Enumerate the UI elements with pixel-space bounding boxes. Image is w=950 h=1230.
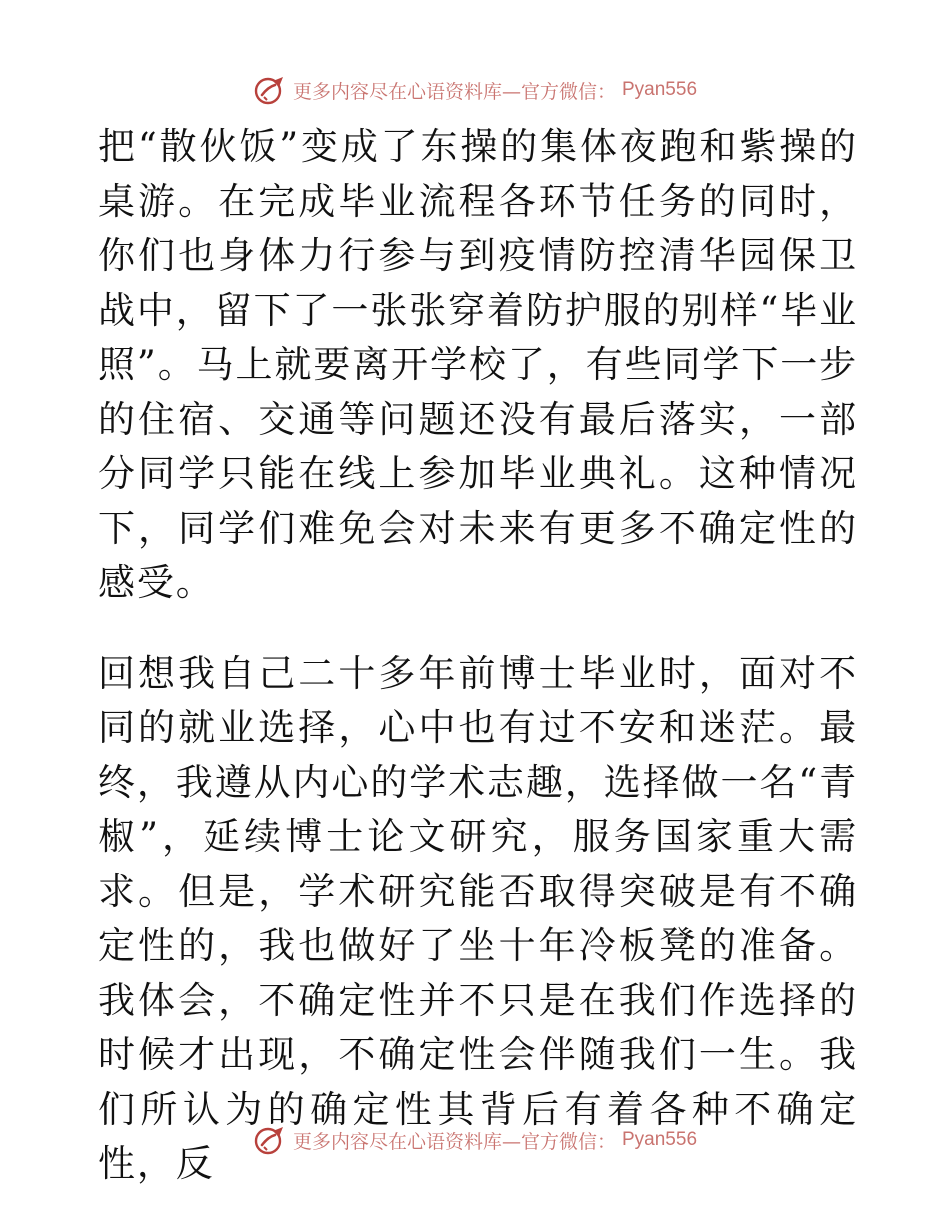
watermark-handle: Pyan556 bbox=[622, 1129, 698, 1150]
watermark-text: 更多内容尽在心语资料库—官方微信： bbox=[292, 1130, 616, 1153]
header-watermark bbox=[0, 70, 950, 110]
watermark-handle: Pyan556 bbox=[622, 79, 698, 100]
book-pen-logo-icon bbox=[253, 73, 287, 107]
footer-watermark bbox=[0, 1120, 950, 1160]
paragraph-2: 回想我自己二十多年前博士毕业时，面对不同的就业选择，心中也有过不安和迷茫。最终，我遵从内心的学术志趣，选择做一名“青椒”，延续博士论文研究，服务国家重大需求。但是，学术研究能否取得突破是有不确定性的，我也做好了坐十年冷板凳的准备。我体会，不确定性并不只是在我们作选择的时候才出现，不确定性会伴随我们一生。我们所认为的确定性其背后有着各种不确定性，反 bbox=[98, 651, 858, 1185]
document-body bbox=[98, 120, 858, 1192]
paragraph-1: 把“散伙饭”变成了东操的集体夜跑和紫操的桌游。在完成毕业流程各环节任务的同时，你们也身体力行参与到疫情防控清华园保卫战中，留下了一张张穿着防护服的别样“毕业照”。马上就要离开学校了，有些同学下一步的住宿、交通等问题还没有最后落实，一部分同学只能在线上参加毕业典礼。这种情况下，同学们难免会对未来有更多不确定性的感受。 bbox=[98, 125, 858, 604]
book-pen-logo-icon bbox=[253, 1123, 287, 1157]
watermark-text: 更多内容尽在心语资料库—官方微信： bbox=[292, 80, 616, 103]
